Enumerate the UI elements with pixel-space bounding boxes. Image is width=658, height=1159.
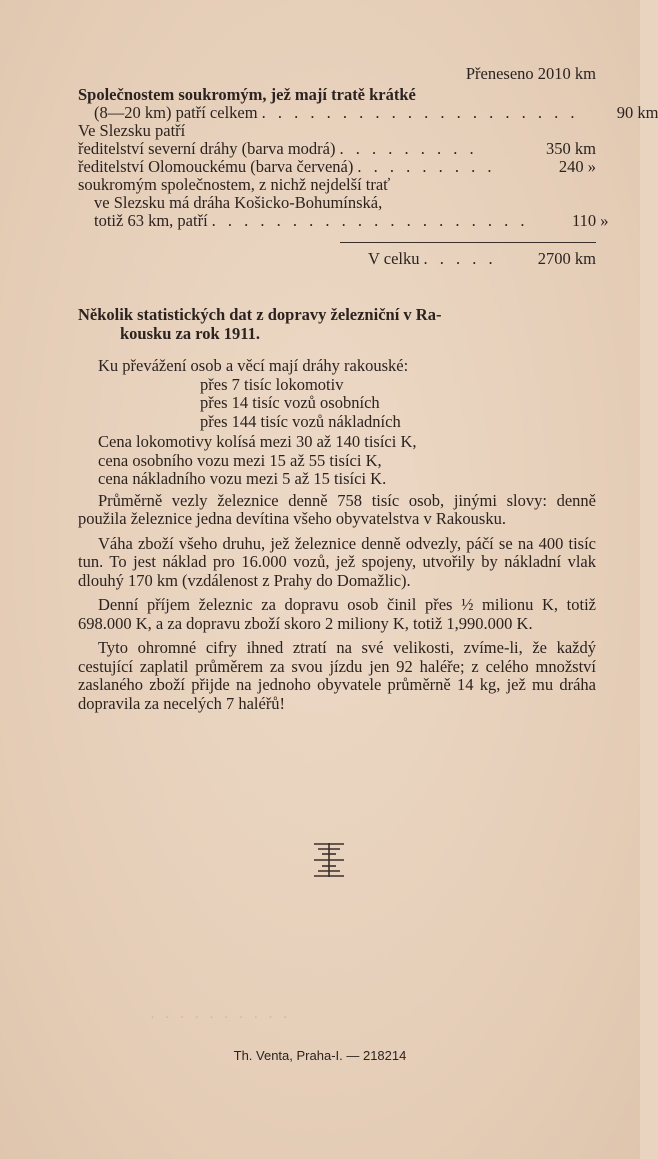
faded-stamp-text: · · · · · · · · · · [150,1010,291,1026]
ledger-row-northern: ředitelství severní dráhy (barva modrá) . . . . . . . . . 350 km [78,139,596,158]
ledger-total: V celku . . . . . 2700 km [368,249,596,268]
price-line: cena osobního vozu mezi 15 až 55 tisíci K, [98,450,382,470]
rolling-stock-list [78,376,596,432]
companies-line2: ve Slezsku má dráha Košicko-Bohumínská, [94,193,383,212]
paragraph-conclusion: Tyto ohromné cifry ihned ztratí na své velikosti, zvíme-li, že každý cestující zaplatil průměrem za svou jízdu jen 92 haléře; z celého množství zaslaného zboží přijde na jednoho obyvatele průměrně 14 kg, jež mu dráha dopravila za necelých 7 haléřů! [78,638,596,713]
sum-rule [340,242,596,243]
paragraph-goods: Váha zboží všeho druhu, jež železnice denně odvezly, páčí se na 400 tisíc tun. To jest náklad pro 16.000 vozů, jež spojeny, utvořily by nákladní vlak dlouhý 170 km (vzdálenost z Prahy do Domažlic). [78,533,596,590]
price-line: Cena lokomotivy kolísá mezi 30 až 140 tisíci K, [98,432,417,451]
private-line1: Společnostem soukromým, jež mají tratě krátké [78,85,416,104]
price-line: cena nákladního vozu mezi 5 až 15 tisíci K. [98,469,387,488]
list-item: přes 14 tisíc vozů osobních [200,393,380,412]
ledger-row-companies: totiž 63 km, patří . . . . . . . . . . . . . . . . . . . . 110 » [94,211,609,230]
prices-block [78,433,596,489]
paragraph-income: Denní příjem železnic za dopravu osob činil přes ½ milionu K, totiž 698.000 K, a za dopravu zboží skoro 2 miliony K, totiž 1,990.000 K. [78,595,596,633]
ledger-row-private: (8—20 km) patří celkem . . . . . . . . . . . . . . . . . . . . 90 km [94,103,658,122]
carried-forward: Přeneseno 2010 km [465,64,596,83]
stats-title-line2: kousku za rok 1911. [120,323,260,343]
printer-imprint: Th. Venta, Praha-I. — 218214 [233,1048,407,1063]
ledger-row-olomouc: ředitelství Olomouckému (barva červená) . . . . . . . . . 240 » [78,157,596,176]
total-label: V celku [368,249,420,268]
paragraph-passengers: Průměrně vezly železnice denně 758 tisíc osob, jinými slovy: denně použila železnice jedna devítina všeho obyvatelstva v Rakousku. [78,490,596,528]
total-value: 2700 km [537,249,596,268]
stats-intro: Ku převážení osob a věcí mají dráhy rakouské: [98,356,409,375]
statistics-section [78,306,596,713]
ornament-icon [312,842,346,878]
list-item: přes 7 tisíc lokomotiv [200,374,344,394]
stats-title-line1: Několik statistických dat z dopravy železniční v Ra- [78,305,442,324]
silesia-heading: Ve Slezsku patří [78,121,186,140]
ledger-table [78,85,658,230]
companies-line1: soukromým společnostem, z nichž nejdelší trať [78,175,391,194]
list-item: přes 144 tisíc vozů nákladních [200,411,401,431]
